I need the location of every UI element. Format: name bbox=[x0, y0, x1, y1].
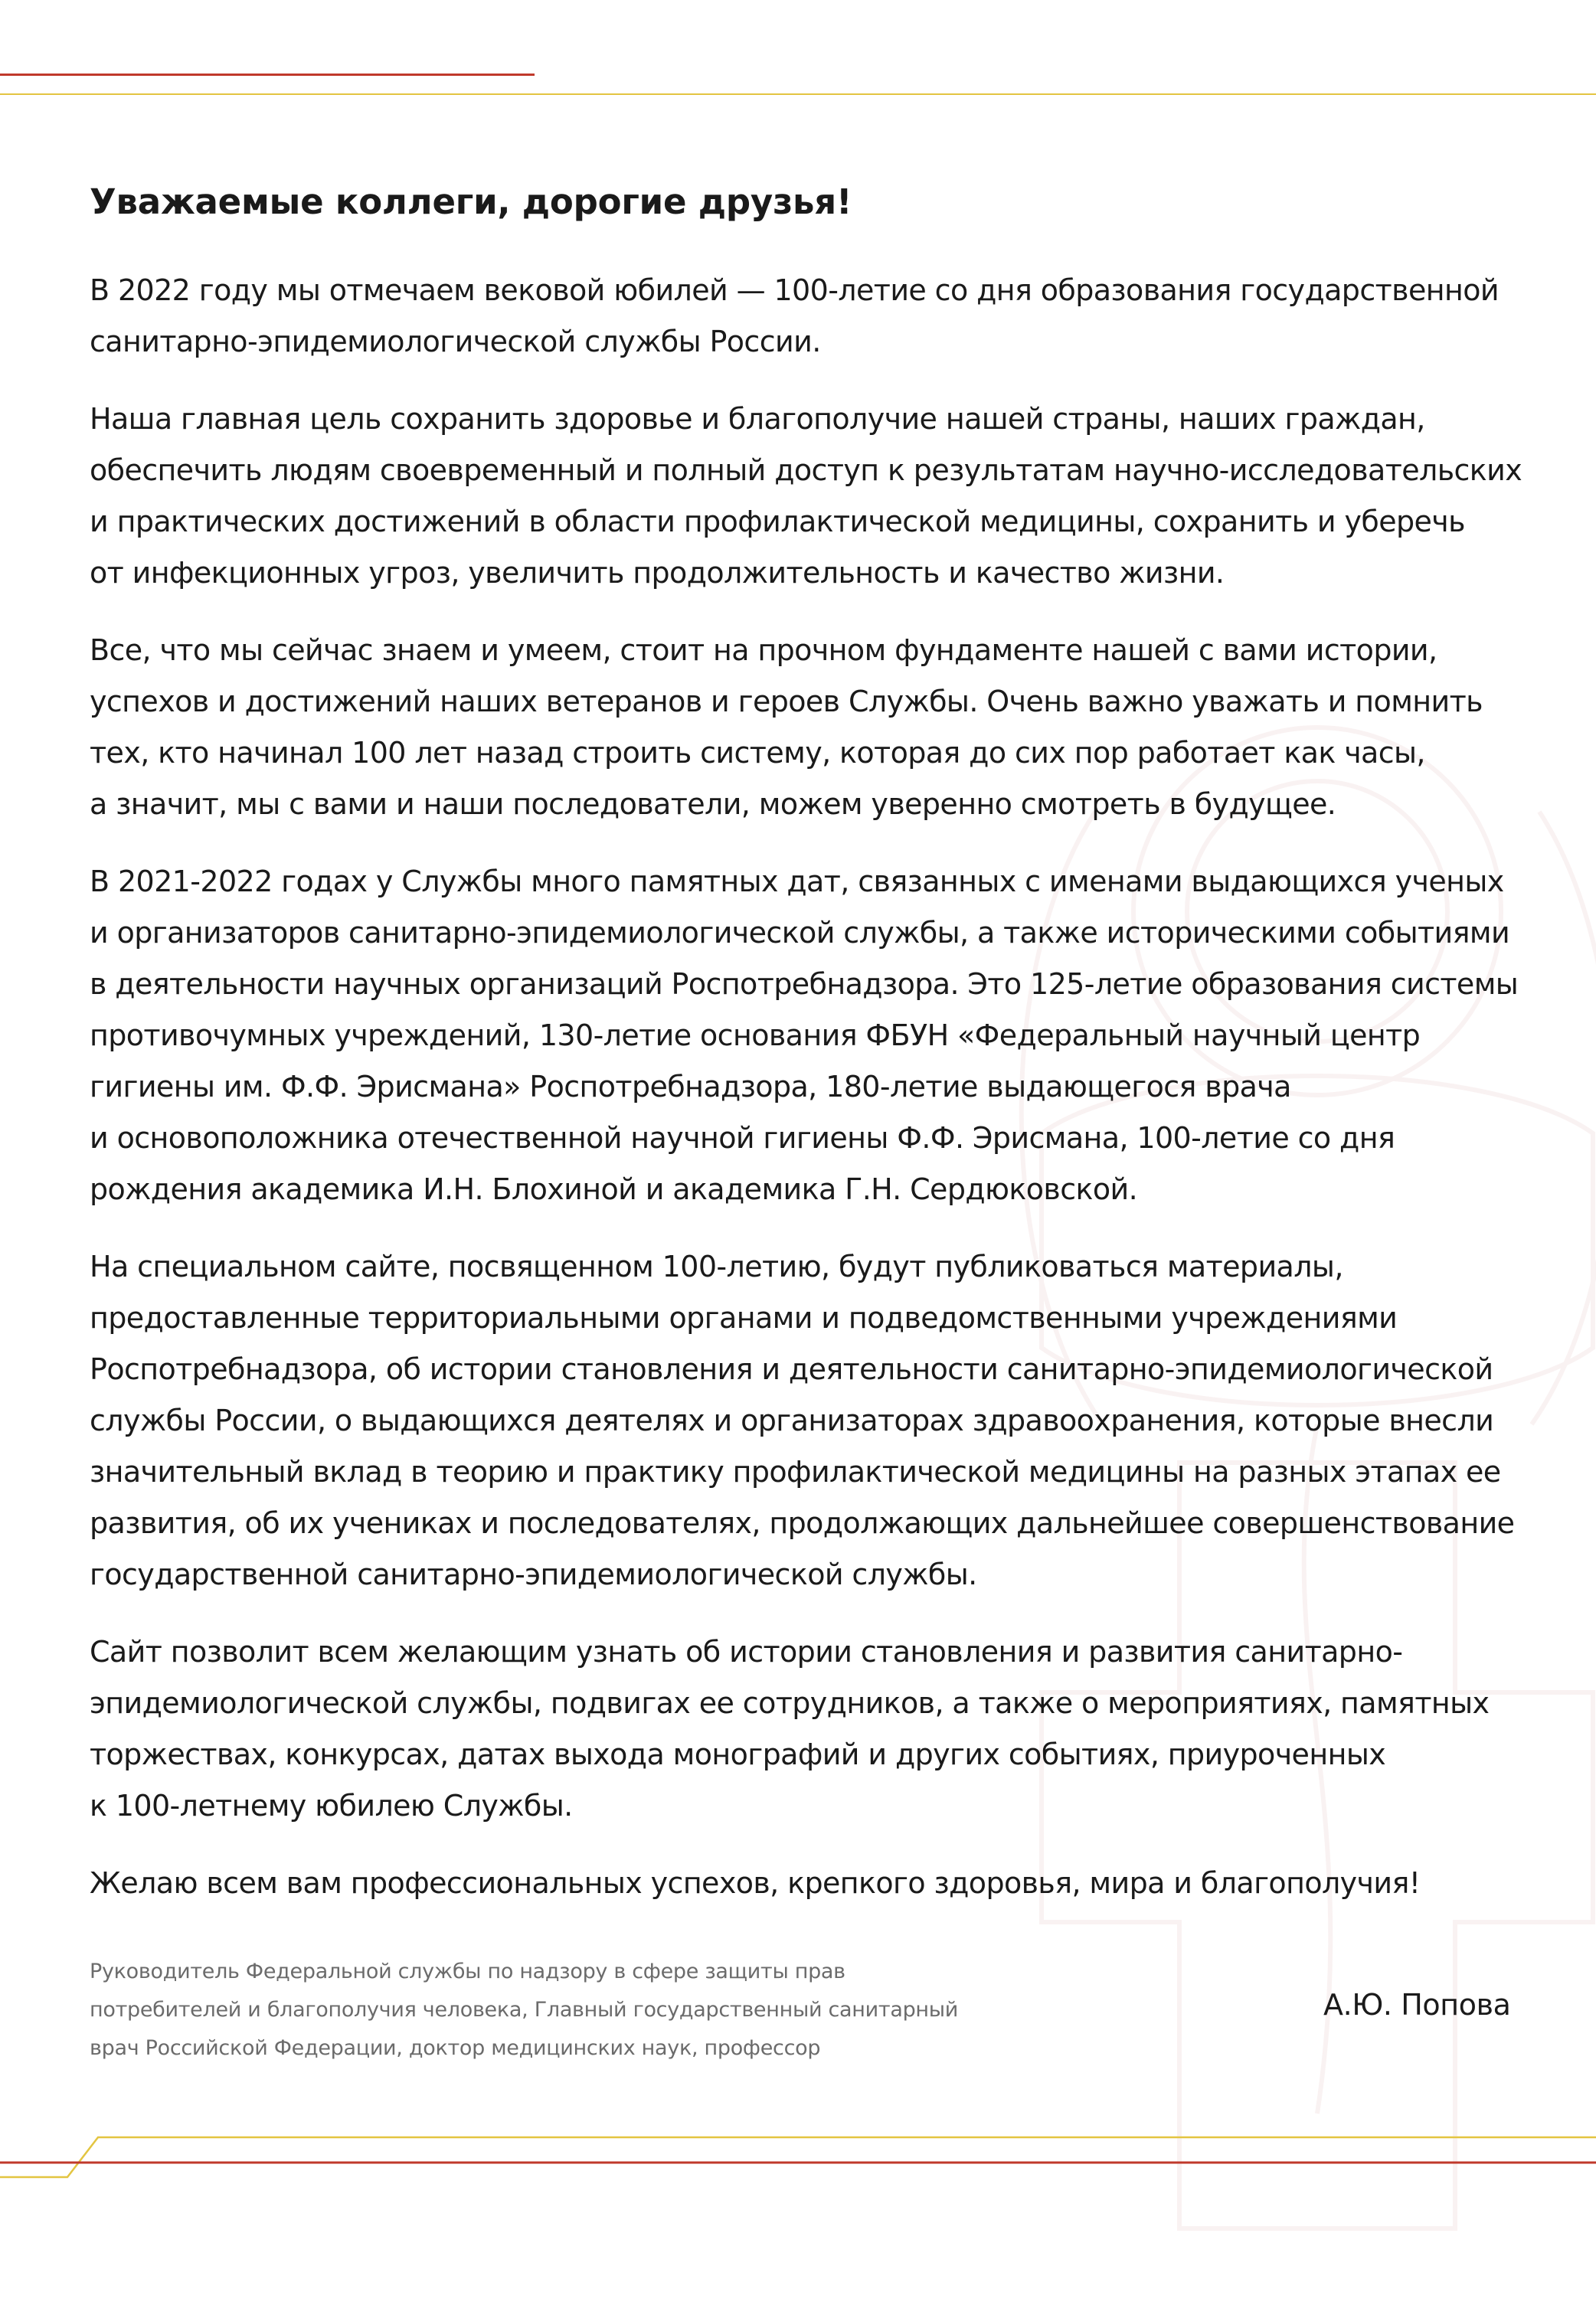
paragraph-line: противочумных учреждений, 130-летие основания ФБУН «Федеральный научный центр bbox=[90, 1018, 1421, 1052]
paragraph-line: Все, что мы сейчас знаем и умеем, стоит на прочном фундаменте нашей с вами истории, bbox=[90, 633, 1437, 667]
top-gold-rule bbox=[0, 93, 1596, 95]
paragraph-line: к 100-летнему юбилею Службы. bbox=[90, 1789, 573, 1823]
paragraph-line: Наша главная цель сохранить здоровье и благополучие нашей страны, наших граждан, bbox=[90, 402, 1425, 436]
paragraph-line: значительный вклад в теорию и практику профилактической медицины на разных этапах ее bbox=[90, 1455, 1501, 1489]
letter-heading: Уважаемые коллеги, дорогие друзья! bbox=[90, 181, 852, 222]
paragraph-line: эпидемиологической службы, подвигах ее сотрудников, а также о мероприятиях, памятных bbox=[90, 1686, 1490, 1720]
paragraph-line: а значит, мы с вами и наши последователи, можем уверенно смотреть в будущее. bbox=[90, 787, 1336, 821]
top-red-rule bbox=[0, 74, 535, 76]
paragraph-line: обеспечить людям своевременный и полный доступ к результатам научно-исследовательских bbox=[90, 453, 1522, 487]
signatory-position-line: потребителей и благополучия человека, Главный государственный санитарный bbox=[90, 1998, 959, 2022]
bottom-decorative-rules bbox=[0, 2129, 1596, 2190]
paragraph-line: В 2022 году мы отмечаем вековой юбилей — 100-летие со дня образования государственной bbox=[90, 273, 1499, 307]
paragraph bbox=[90, 265, 1514, 368]
paragraph-line: Роспотребнадзора, об истории становления и деятельности санитарно-эпидемиологической bbox=[90, 1352, 1493, 1386]
signatory-position-line: Руководитель Федеральной службы по надзору в сфере защиты прав bbox=[90, 1960, 845, 1983]
paragraph-line: успехов и достижений наших ветеранов и героев Службы. Очень важно уважать и помнить bbox=[90, 685, 1483, 718]
paragraph bbox=[90, 1627, 1514, 1832]
paragraph-line: В 2021-2022 годах у Службы много памятных дат, связанных с именами выдающихся ученых bbox=[90, 865, 1504, 898]
paragraph bbox=[90, 856, 1519, 1215]
paragraph-line: санитарно-эпидемиологической службы России. bbox=[90, 325, 821, 358]
paragraph-line: и практических достижений в области профилактической медицины, сохранить и уберечь bbox=[90, 505, 1465, 538]
paragraph-line: предоставленные территориальными органами и подведомственными учреждениями bbox=[90, 1301, 1398, 1335]
paragraph-line: государственной санитарно-эпидемиологической службы. bbox=[90, 1558, 977, 1591]
paragraph-line: гигиены им. Ф.Ф. Эрисмана» Роспотребнадзора, 180-летие выдающегося врача bbox=[90, 1070, 1291, 1103]
paragraph-line: торжествах, конкурсах, датах выхода монографий и других событиях, приуроченных bbox=[90, 1738, 1386, 1771]
paragraph-line: и организаторов санитарно-эпидемиологической службы, а также историческими событиями bbox=[90, 916, 1510, 950]
signatory-position bbox=[90, 1953, 1009, 2068]
paragraph-line: в деятельности научных организаций Роспотребнадзора. Это 125-летие образования системы bbox=[90, 967, 1519, 1001]
paragraph bbox=[90, 394, 1522, 599]
signatory-name: А.Ю. Попова bbox=[1323, 1988, 1511, 2022]
paragraph bbox=[90, 625, 1514, 830]
paragraph-line: рождения академика И.Н. Блохиной и академика Г.Н. Сердюковской. bbox=[90, 1172, 1138, 1206]
signatory-position-line: врач Российской Федерации, доктор медицинских наук, профессор bbox=[90, 2036, 821, 2060]
paragraph bbox=[90, 1241, 1514, 1600]
paragraph-line: тех, кто начинал 100 лет назад строить систему, которая до сих пор работает как часы, bbox=[90, 736, 1425, 770]
paragraph-line: На специальном сайте, посвященном 100-летию, будут публиковаться материалы, bbox=[90, 1250, 1343, 1283]
paragraph-line: от инфекционных угроз, увеличить продолжительность и качество жизни. bbox=[90, 556, 1225, 590]
paragraph-list bbox=[90, 265, 1522, 1909]
letter-body bbox=[90, 178, 1522, 1935]
paragraph bbox=[90, 1858, 1514, 1909]
paragraph-line: и основоположника отечественной научной гигиены Ф.Ф. Эрисмана, 100-летие со дня bbox=[90, 1121, 1395, 1155]
paragraph-line: Сайт позволит всем желающим узнать об истории становления и развития санитарно- bbox=[90, 1635, 1403, 1669]
paragraph-line: развития, об их учениках и последователях, продолжающих дальнейшее совершенствование bbox=[90, 1506, 1515, 1540]
paragraph-line: службы России, о выдающихся деятелях и организаторах здравоохранения, которые внесли bbox=[90, 1404, 1494, 1437]
paragraph-line: Желаю всем вам профессиональных успехов, крепкого здоровья, мира и благополучия! bbox=[90, 1866, 1421, 1900]
